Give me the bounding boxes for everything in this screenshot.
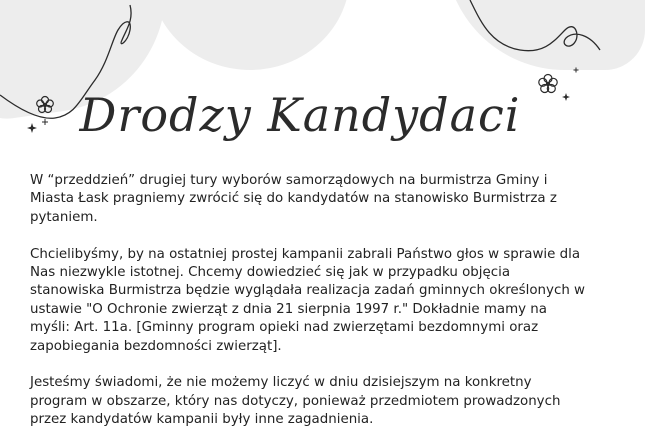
letter-body bbox=[30, 172, 586, 448]
paragraph-question: Chcielibyśmy, by na ostatniej prostej kampanii zabrali Państwo głos w sprawie dla Nas niezwykle istotnej. Chcemy dowiedzieć się jak w przypadku objęcia stanowiska Burmistrza będzie wyglądała realizacja zadań gminnych określonych w ustawie "O Ochronie zwierząt z dnia 21 sierpnia 1997 r." Dokładnie mamy na myśli: Art. 11a. [Gminny program opieki nad zwierzętami bezdomnymi oraz zapobiegania bezdomności zwierząt]. bbox=[30, 246, 586, 354]
plus-icon-right bbox=[574, 68, 579, 73]
paragraph-intro: W “przeddzień” drugiej tury wyborów samorządowych na burmistrza Gminy i Miasta Łask pragniemy zwrócić się do kandydatów na stanowisko Burmistrza z pytaniem. bbox=[30, 173, 557, 225]
paragraph-closing: Jesteśmy świadomi, że nie możemy liczyć w dniu dzisiejszym na konkretny program w obszarze, który nas dotyczy, ponieważ przedmiotem prowadzonych przez kandydatów kampanii były inne zagadnienia. bbox=[30, 375, 561, 428]
swirl-line-right bbox=[470, 0, 600, 51]
page-title: Drodzy Kandydaci bbox=[79, 88, 521, 142]
